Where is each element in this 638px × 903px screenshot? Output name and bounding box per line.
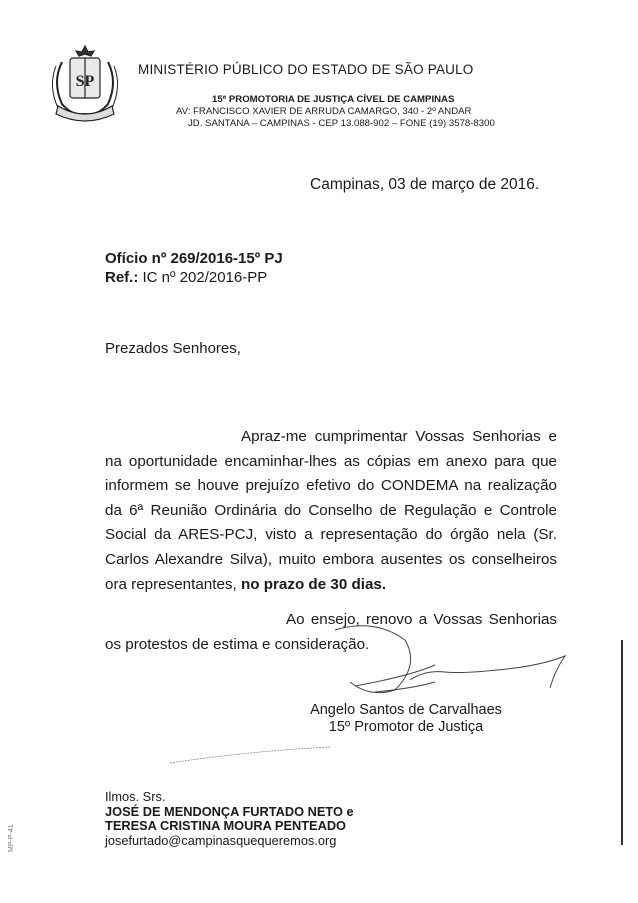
- reference-line: [105, 269, 267, 286]
- signer-block: [300, 702, 512, 736]
- addressee-name-1: JOSÉ DE MENDONÇA FURTADO NETO: [105, 803, 343, 819]
- reference-label: Ref.:: [105, 269, 139, 286]
- signer-title: 15º Promotor de Justiça: [328, 719, 484, 735]
- signer-name: Angelo Santos de Carvalhaes: [310, 702, 502, 718]
- letter-date: Campinas, 03 de março de 2016.: [310, 176, 540, 193]
- addressee-salutation: Ilmos. Srs.: [105, 789, 166, 804]
- office-address-line1: AV: FRANCISCO XAVIER DE ARRUDA CAMARGO, 340 - 2º ANDAR: [176, 106, 472, 117]
- reference-value: IC nº 202/2016-PP: [138, 269, 268, 286]
- office-address-line2: JD. SANTANA – CAMPINAS - CEP 13.088-902 – FONE (19) 3578-8300: [188, 118, 495, 129]
- pen-stroke-icon: [170, 745, 330, 765]
- state-seal-icon: [44, 42, 126, 126]
- oficio-number: Ofício nº 269/2016-15º PJ: [105, 250, 283, 267]
- body-paragraph-1-text: Apraz-me cumprimentar Vossas Senhorias e na oportunidade encaminhar-lhes as cópias em anexo para que informem se houve prejuízo efetivo do CONDEMA na realização da 6ª Reunião Ordinária do Conselho de Regulação e Controle Social da ARES-PCJ, visto a representação do órgão nela (Sr. Carlos Alexandre Silva), muito embora ausentes os conselheiros ora representantes,: [105, 428, 557, 593]
- ministry-title: MINISTÉRIO PÚBLICO DO ESTADO DE SÃO PAULO: [138, 62, 474, 77]
- addressee-email: josefurtado@campinasquequeremos.org: [105, 832, 337, 848]
- addressee-block: [105, 790, 354, 848]
- margin-line: [621, 640, 623, 845]
- body-paragraph-1-deadline: no prazo de 30 dias.: [240, 575, 387, 593]
- office-name: 15ª PROMOTORIA DE JUSTIÇA CÍVEL DE CAMPINAS: [212, 94, 455, 105]
- margin-stamp: MP-P-41: [8, 824, 15, 852]
- greeting: Prezados Senhores,: [105, 340, 241, 357]
- body-paragraph-2: Ao ensejo, renovo a Vossas Senhorias os protestos de estima e consideração.: [105, 611, 557, 653]
- seal-text: SP: [75, 73, 95, 90]
- addressee-connector: e: [342, 803, 354, 819]
- body-paragraph-1: [105, 425, 557, 597]
- addressee-name-2: TERESA CRISTINA MOURA PENTEADO: [105, 818, 347, 834]
